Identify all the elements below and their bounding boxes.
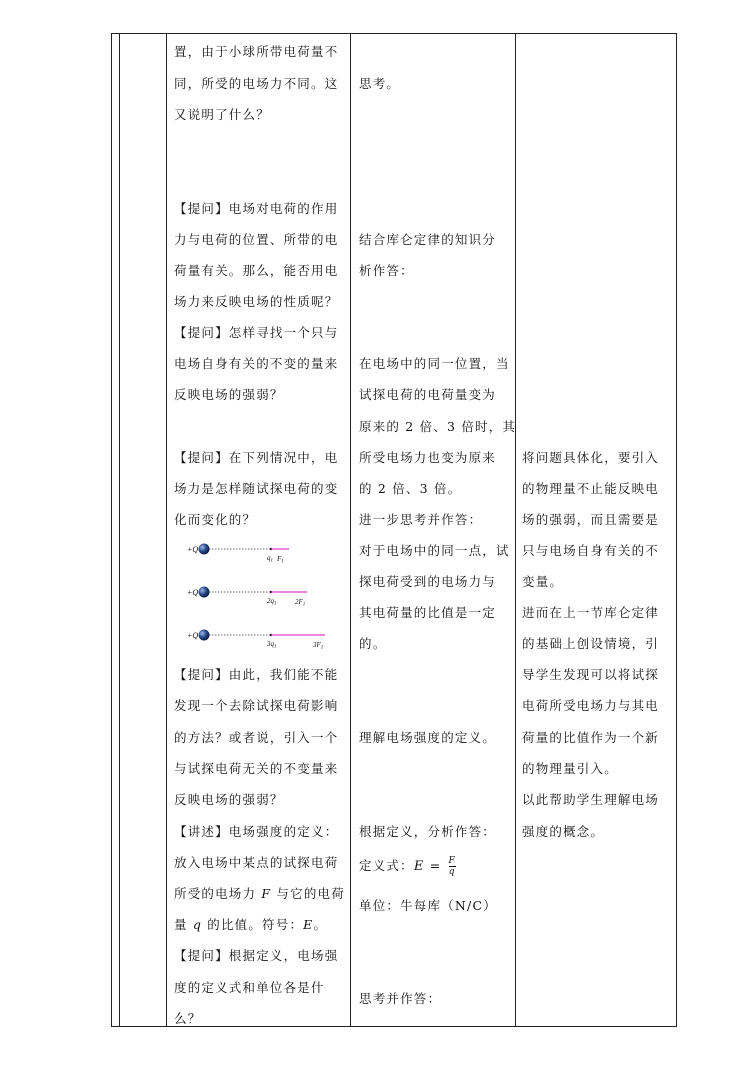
formula-fraction <box>449 856 456 877</box>
teacher-text-line: 力与电荷的位置、所带的电 <box>174 232 339 247</box>
student-text-line: 所受电场力也变为原来 <box>359 450 497 465</box>
student-text-line: 对于电场中的同一点，试 <box>359 543 510 558</box>
teacher-text-line: 场力来反映电场的性质呢？ <box>174 294 339 309</box>
intent-text-line: 导学生发现可以将试探 <box>522 667 660 682</box>
teacher-text-segment: 所受的电场力 <box>174 886 262 901</box>
teacher-text-segment: 量 <box>174 917 193 932</box>
col-border-2 <box>119 33 120 1027</box>
intent-text-line: 场的强弱，而且需要是 <box>522 512 660 527</box>
teacher-text-line: 同，所受的电场力不同。这 <box>174 76 339 91</box>
charge-label: +Q <box>187 545 199 554</box>
intent-text-line: 进而在上一节库仑定律 <box>522 605 660 620</box>
intent-text-line: 只与电场自身有关的不 <box>522 543 660 558</box>
subscript: 1 <box>270 558 273 564</box>
formula-label: 定义式： <box>359 858 414 873</box>
source-charge-ball <box>199 587 210 598</box>
student-text-line: 的 2 倍、3 倍。 <box>359 481 462 496</box>
col-border-1 <box>111 33 112 1027</box>
teacher-text-line: 荷量有关。那么，能否用电 <box>174 263 339 278</box>
subscript: 1 <box>274 644 277 650</box>
lesson-table <box>111 33 677 1027</box>
col-border-6 <box>676 33 677 1027</box>
teacher-text-line <box>174 917 327 933</box>
charge-symbol: q <box>192 917 203 932</box>
teacher-text-line: 【提问】在下列情况中，电 <box>174 450 339 465</box>
fraction-numerator: F <box>448 856 456 866</box>
table-top-border <box>111 33 677 34</box>
student-text-line: 探电荷受到的电场力与 <box>359 574 497 589</box>
teacher-text-line: 置，由于小球所带电荷量不 <box>174 44 339 59</box>
test-charge-label: $2q_1$ <box>267 597 277 607</box>
subscript: 1 <box>302 602 306 608</box>
teacher-text-segment: 。 <box>313 917 328 932</box>
subscript: 1 <box>274 601 277 607</box>
teacher-text-line: 反映电场的强弱？ <box>174 387 284 402</box>
student-text-line: 其电荷量的比值是一定 <box>359 605 497 620</box>
student-text-line: 思考。 <box>359 76 401 91</box>
formula-equals: = <box>424 858 447 873</box>
teacher-text-line: 电场自身有关的不变的量来 <box>174 356 339 371</box>
teacher-text-line: 放入电场中某点的试探电荷 <box>174 855 339 870</box>
col-border-5 <box>515 33 516 1027</box>
teacher-text-line: 度的定义式和单位各是什 <box>174 980 325 995</box>
intent-text-line: 的基础上创设情境，引 <box>522 636 660 651</box>
teacher-text-segment: 与它的电荷 <box>271 886 345 901</box>
student-text-line: 在电场中的同一位置，当 <box>359 356 510 371</box>
force-symbol: F <box>261 886 272 901</box>
student-text-line: 进一步思考并作答： <box>359 512 483 527</box>
test-charge-label: $3q_1$ <box>267 640 277 650</box>
field-symbol: E <box>303 917 314 932</box>
student-text-line: 根据定义，分析作答： <box>359 824 497 839</box>
teacher-text-line: 与试探电荷无关的不变量来 <box>174 761 339 776</box>
teacher-text-line: 场力是怎样随试探电荷的变 <box>174 481 339 496</box>
teacher-text-line: 【提问】电场对电荷的作用 <box>174 201 339 216</box>
definition-formula <box>359 856 456 877</box>
intent-text-line: 将问题具体化，要引入 <box>522 450 660 465</box>
teacher-text-line: 【讲述】电场强度的定义： <box>174 824 339 839</box>
force-label: $F_1$ <box>277 555 284 565</box>
intent-text-line: 电荷所受电场力与其电 <box>522 698 660 713</box>
student-text-line: 结合库仑定律的知识分 <box>359 232 497 247</box>
intent-text-line: 强度的概念。 <box>522 824 605 839</box>
subscript: 1 <box>281 559 284 565</box>
teacher-text-line <box>174 886 345 902</box>
charge-label: +Q <box>187 588 199 597</box>
intent-text-line: 荷量的比值作为一个新 <box>522 730 660 745</box>
teacher-text-line: 化而变化的？ <box>174 512 257 527</box>
teacher-text-line: 【提问】怎样寻找一个只与 <box>174 325 339 340</box>
subscript: 1 <box>320 645 324 650</box>
force-label: $2F_1$ <box>295 598 306 608</box>
source-charge-ball <box>199 544 210 555</box>
student-text-line: 原来的 2 倍、3 倍时，其 <box>359 419 517 434</box>
force-label: $3F_1$ <box>313 641 324 650</box>
col-border-4 <box>350 33 351 1027</box>
teacher-text-line: 发现一个去除试探电荷影响 <box>174 698 339 713</box>
force-diagram <box>183 540 343 650</box>
student-text-line: 理解电场强度的定义。 <box>359 730 497 745</box>
teacher-text-line: 反映电场的强弱？ <box>174 792 284 807</box>
test-charge-label: $q_1$ <box>267 554 273 564</box>
intent-text-line: 以此帮助学生理解电场 <box>522 792 660 807</box>
fraction-denominator: q <box>448 867 456 877</box>
charge-label: +Q <box>187 631 199 640</box>
teacher-text-segment: 的比值。符号： <box>202 917 304 932</box>
student-text-line: 的。 <box>359 636 387 651</box>
student-text-line: 单位：牛每库（N/C） <box>359 898 497 913</box>
teacher-text-line: 【提问】根据定义，电场强 <box>174 948 339 963</box>
student-text-line: 试探电荷的电荷量变为 <box>359 387 497 402</box>
intent-text-line: 变量。 <box>522 574 564 589</box>
teacher-text-line: 又说明了什么？ <box>174 107 270 122</box>
intent-text-line: 的物理量不止能反映电 <box>522 481 660 496</box>
teacher-text-line: 【提问】由此，我们能不能 <box>174 667 339 682</box>
diagram-rows <box>187 544 325 651</box>
intent-text-line: 的物理量引入。 <box>522 761 618 776</box>
formula-e: E <box>413 859 425 874</box>
teacher-text-line: 么？ <box>174 1011 202 1026</box>
teacher-text-line: 的方法？或者说，引入一个 <box>174 730 339 745</box>
source-charge-ball <box>199 630 210 641</box>
student-text-line: 思考并作答： <box>359 991 442 1006</box>
student-text-line: 析作答： <box>359 263 414 278</box>
col-border-3 <box>166 33 167 1027</box>
